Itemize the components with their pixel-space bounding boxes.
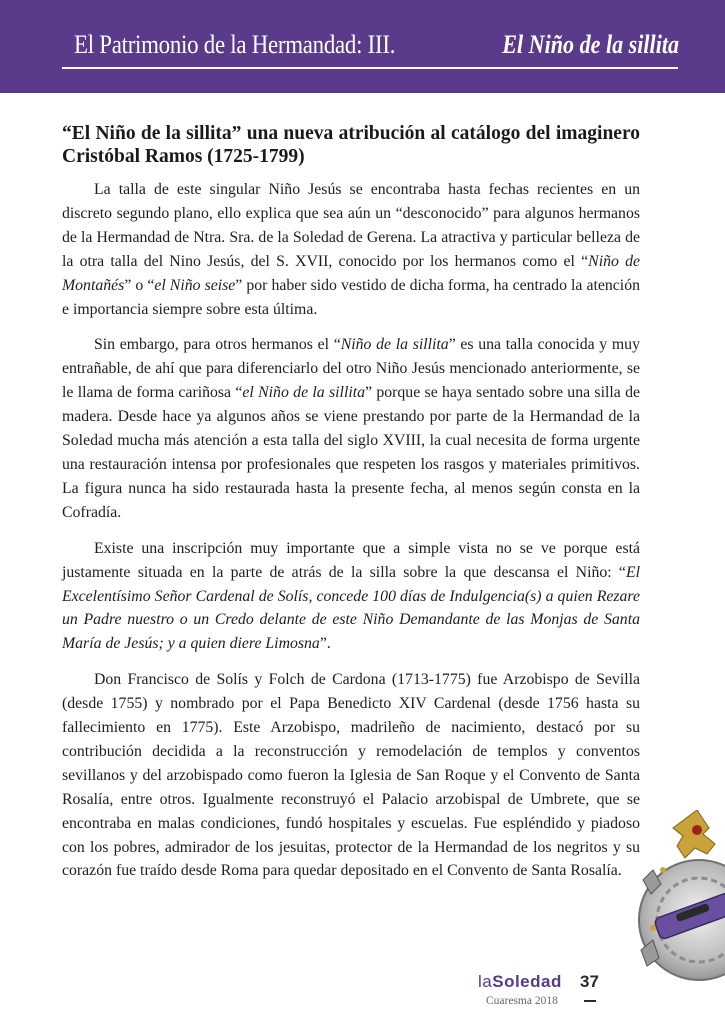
article-title: “El Niño de la sillita” una nueva atribución al catálogo del imaginero Cristóbal Ramos (1725-1799) <box>62 123 640 167</box>
page-footer <box>478 970 618 1020</box>
page-header <box>0 0 725 93</box>
magazine-logo: laSoledad <box>478 972 562 991</box>
issue-label: Cuaresma 2018 <box>486 995 558 1007</box>
header-divider <box>62 67 678 69</box>
paragraph-2: Sin embargo, para otros hermanos el “Niño de la sillita” es una talla conocida y muy entrañable, de ahí que para diferenciarlo del otro Niño Jesús mencionado anteriormente, se le llama de forma cariñosa “el Niño de la sillita” porque se haya sentado sobre una silla de madera. Desde hace ya algunos años se viene prestando por parte de la Hermandad de la Soledad mucha más atención a esta talla del siglo XVIII, la cual necesita de forma urgente una restauración intensa por profesionales que respeten los rasgos y materiales primitivos. La figura nunca ha sido restaurada hasta la presente fecha, al menos según consta en la Cofradía. <box>62 336 640 521</box>
article-body <box>62 122 640 895</box>
page-number: 37 <box>580 972 599 991</box>
paragraph-4: Don Francisco de Solís y Folch de Cardona (1713-1775) fue Arzobispo de Sevilla (desde 1755) y nombrado por el Papa Benedicto XIV Cardenal (desde 1756 hasta su fallecimiento en 1775). Este Arzobispo, madrileño de nacimiento, destacó por su contribución decidida a la reconstrucción y remodelación de templos y conventos sevillanos y del arzobispado como fueron la Iglesia de San Roque y el Convento de Santa Rosalía, entre otros. Igualmente reconstruyó el Palacio arzobispal de Umbrete, que se encontraba en malas condiciones, fundó hospitales y escuelas. Fue espléndido y piadoso con los pobres, admirador de los jesuitas, protector de la Hermandad de los negritos y su corazón fue traído desde Roma para quedar depositado en el Convento de Santa Rosalía. <box>62 671 640 880</box>
page-number-underline <box>584 1000 596 1002</box>
section-title: El Patrimonio de la Hermandad: III. <box>74 30 396 59</box>
paragraph-3: Existe una inscripción muy importante que a simple vista no se ve porque está justamente situada en la parte de atrás de la silla sobre la que descansa el Niño: “El Excelentísimo Señor Cardenal de Solís, concede 100 días de Indulgencia(s) a quien Rezare un Padre nuestro o un Credo delante de este Niño Demandante de las Monjas de Santa María de Jesús; y a quien diere Limosna”. <box>62 539 640 653</box>
hermandad-crest-icon <box>637 810 725 990</box>
article-short-title: El Niño de la sillita <box>502 30 679 59</box>
paragraph-1: La talla de este singular Niño Jesús se encontraba hasta fechas recientes en un discreto segundo plano, ello explica que sea aún un “desconocido” para algunos hermanos de la Hermandad de Ntra. Sra. de la Soledad de Gerena. La atractiva y particular belleza de la otra talla del Nino Jesús, del S. XVII, conocido por los hermanos como el “Niño de Montañés” o “el Niño seise” por haber sido vestido de dicha forma, ha centrado la atención e importancia siempre sobre esta última. <box>62 181 640 318</box>
